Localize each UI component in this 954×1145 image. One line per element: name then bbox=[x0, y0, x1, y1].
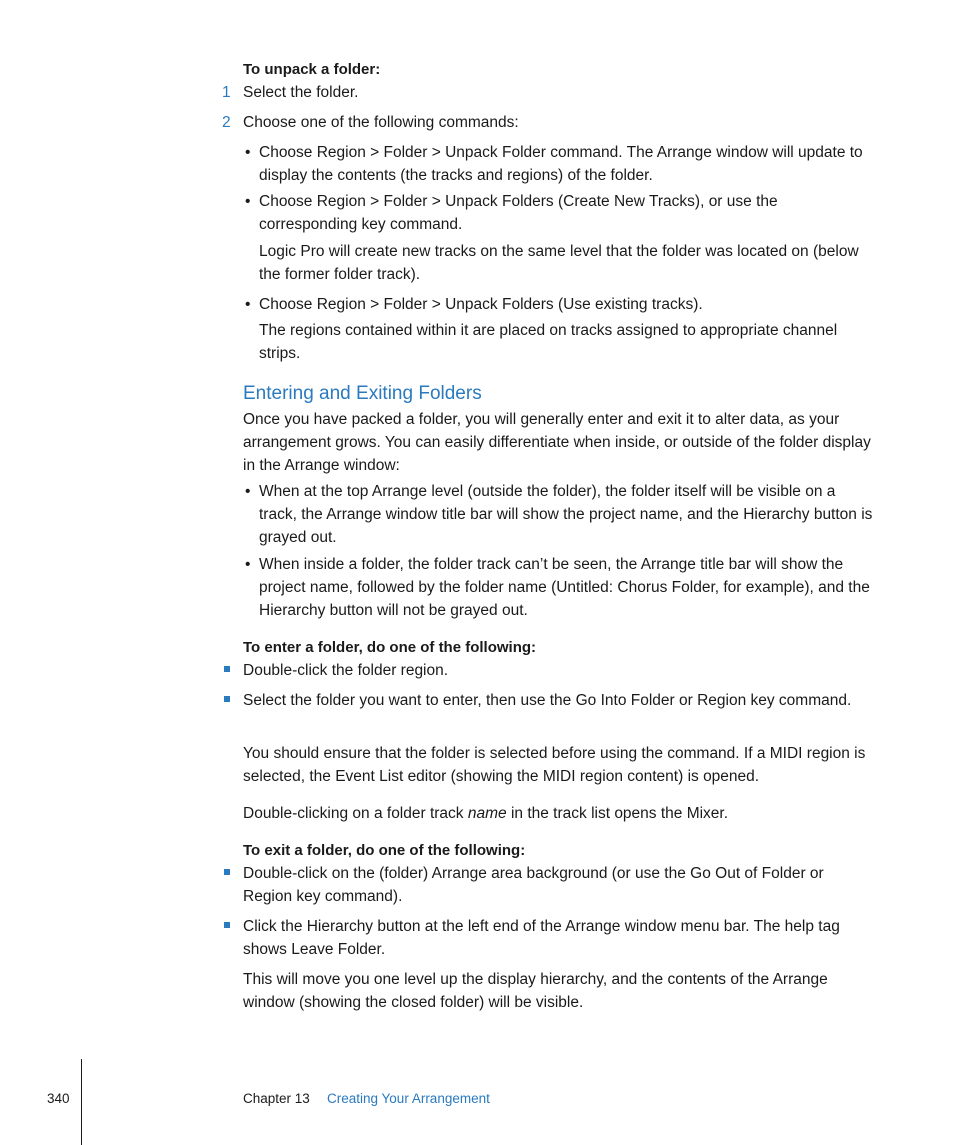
square-bullet-icon bbox=[224, 696, 230, 702]
square-bullet-icon bbox=[224, 869, 230, 875]
square-bullet-icon bbox=[224, 922, 230, 928]
step-text: Choose one of the following commands: bbox=[243, 114, 519, 131]
step-number: 2 bbox=[222, 114, 231, 131]
bullet-text: Choose Region > Folder > Unpack Folder command. The Arrange window will update to display the contents (the tracks and regions) of the folder. bbox=[259, 144, 863, 184]
bullet-text: When inside a folder, the folder track can’t be seen, the Arrange title bar will show the project name, followed by the folder name (Untitled: Chorus Folder, for example), and the Hierarchy button will not be grayed out. bbox=[259, 556, 870, 619]
footer-chapter: Chapter 13 bbox=[243, 1091, 310, 1106]
bullet-note: The regions contained within it are placed on tracks assigned to appropriate channel strips. bbox=[259, 322, 838, 362]
square-bullet-icon bbox=[224, 666, 230, 672]
bullet-dot: • bbox=[245, 193, 251, 210]
bullet-text: Choose Region > Folder > Unpack Folders (Use existing tracks). bbox=[259, 296, 703, 313]
bullet-dot: • bbox=[245, 296, 251, 313]
bullet-text: Choose Region > Folder > Unpack Folders (Create New Tracks), or use the corresponding key command. bbox=[259, 193, 778, 233]
step-number: 1 bbox=[222, 84, 231, 101]
exit-heading: To exit a folder, do one of the following: bbox=[243, 842, 526, 859]
enter-heading: To enter a folder, do one of the following: bbox=[243, 639, 537, 656]
list-item: Click the Hierarchy button at the left end of the Arrange window menu bar. The help tag shows Leave Folder. bbox=[243, 918, 840, 958]
mixer-note: Double-clicking on a folder track name in the track list opens the Mixer. bbox=[243, 805, 729, 822]
bullet-dot: • bbox=[245, 483, 251, 500]
section-intro: Once you have packed a folder, you will generally enter and exit it to alter data, as your arrangement grows. You can easily differentiate when inside, or outside of the folder display in the Arrange window: bbox=[243, 411, 871, 474]
list-item: Select the folder you want to enter, then use the Go Into Folder or Region key command. bbox=[243, 692, 852, 709]
page-number: 340 bbox=[47, 1091, 70, 1106]
list-item-note: You should ensure that the folder is selected before using the command. If a MIDI region is selected, the Event List editor (showing the MIDI region content) is opened. bbox=[243, 745, 866, 785]
unpack-heading: To unpack a folder: bbox=[243, 61, 381, 78]
list-item: Double-click the folder region. bbox=[243, 662, 449, 679]
bullet-dot: • bbox=[245, 144, 251, 161]
bullet-dot: • bbox=[245, 556, 251, 573]
section-title: Entering and Exiting Folders bbox=[243, 383, 482, 404]
step-text: Select the folder. bbox=[243, 84, 359, 101]
list-item-note: This will move you one level up the display hierarchy, and the contents of the Arrange window (showing the closed folder) will be visible. bbox=[243, 971, 828, 1011]
bullet-text: When at the top Arrange level (outside the folder), the folder itself will be visible on a track, the Arrange window title bar will show the project name, and the Hierarchy button is grayed out. bbox=[259, 483, 873, 546]
footer-chapter-title: Creating Your Arrangement bbox=[327, 1091, 490, 1106]
bullet-note: Logic Pro will create new tracks on the same level that the folder was located on (below the former folder track). bbox=[259, 243, 859, 283]
footer-divider bbox=[81, 1059, 82, 1145]
list-item: Double-click on the (folder) Arrange area background (or use the Go Out of Folder or Region key command). bbox=[243, 865, 824, 905]
